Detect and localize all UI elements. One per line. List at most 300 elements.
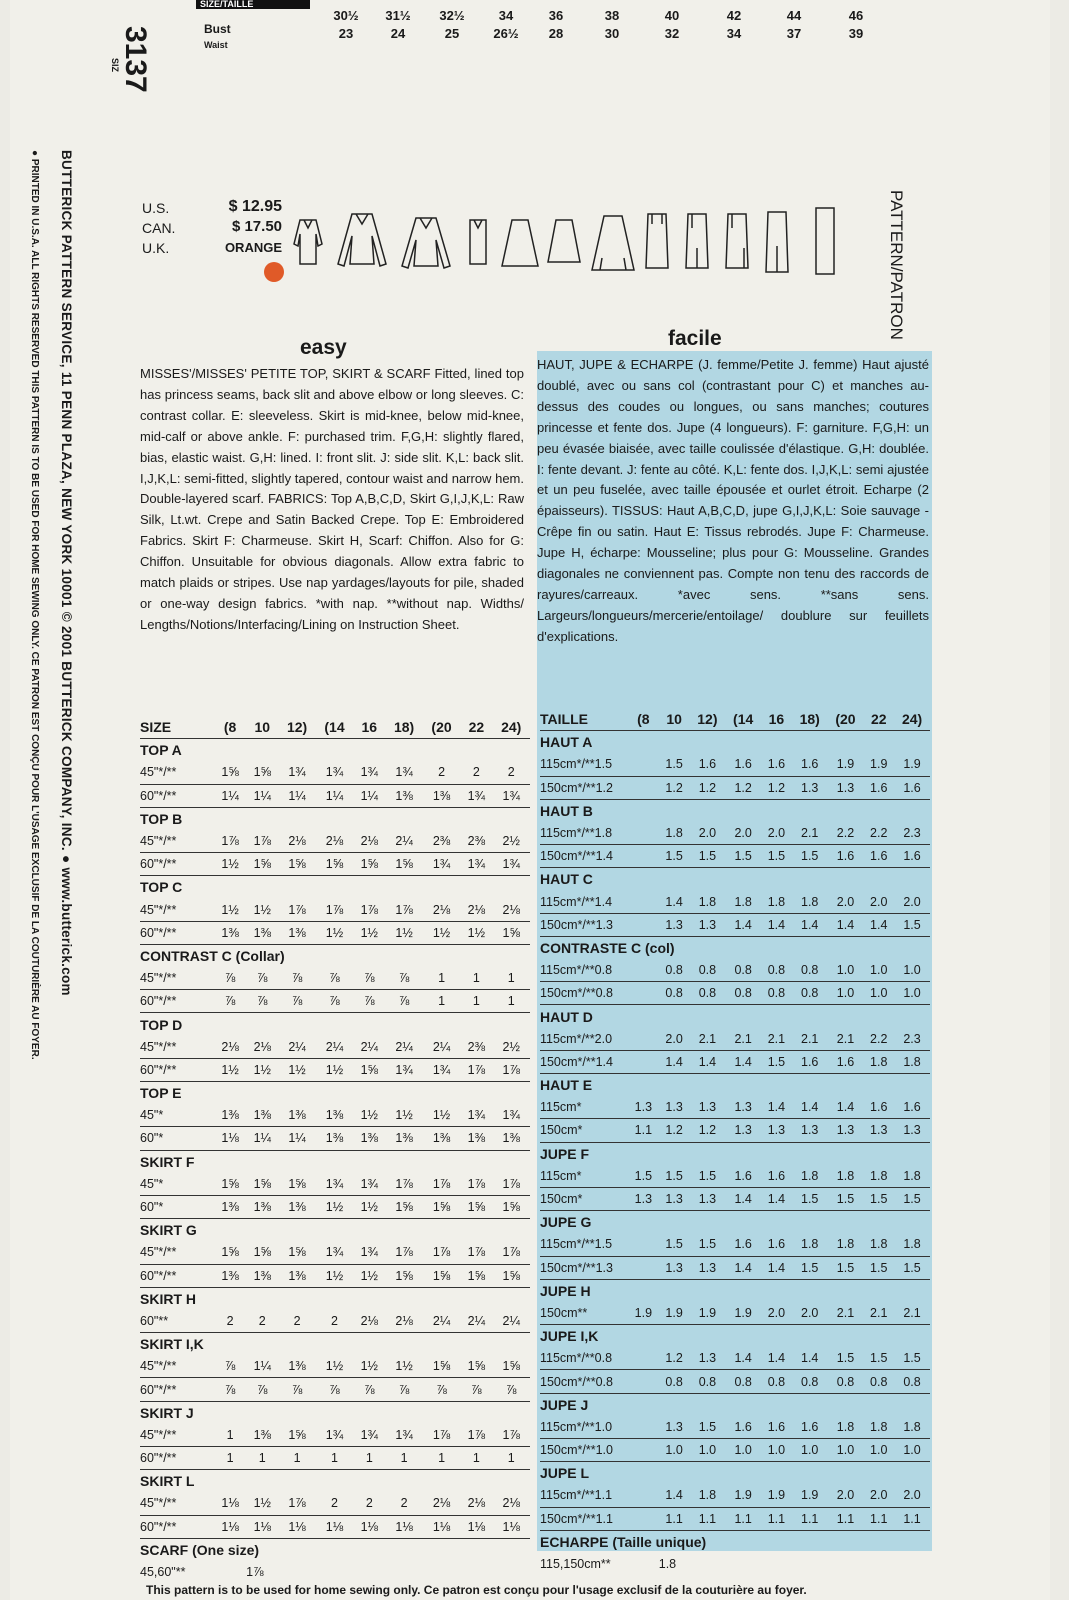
yardage-cell: 1.0 — [863, 959, 894, 982]
yardage-cell: 1⅝ — [246, 761, 278, 784]
table-row — [140, 990, 530, 1013]
yardage-cell: 1½ — [460, 921, 492, 944]
yardage-cell: 1.6 — [894, 845, 930, 868]
yardage-cell: 1.3 — [828, 1119, 864, 1142]
yardage-cell: 1.3 — [690, 913, 726, 936]
garment-name: JUPE J — [540, 1396, 589, 1413]
pattern-number — [110, 20, 172, 93]
yardage-cell: 1.6 — [828, 845, 864, 868]
yardage-cell: 1¼ — [246, 1355, 278, 1378]
yardage-table-french — [540, 708, 930, 1575]
yardage-cell: 1.8 — [792, 1233, 828, 1256]
yardage-cell: 1.6 — [725, 753, 761, 776]
fabric-width-cell: 150cm*/**1.4 — [540, 1050, 659, 1073]
yardage-cell: 1.6 — [690, 753, 726, 776]
facile-heading: facile — [668, 327, 722, 350]
yardage-cell: 1.3 — [863, 1119, 894, 1142]
fabric-width-cell: 60"* — [140, 1127, 214, 1150]
yardage-cell: 1¼ — [353, 784, 385, 807]
yardage-cell: 1⅜ — [214, 1264, 246, 1287]
yardage-cell: 1.3 — [659, 1416, 690, 1439]
column-header: TAILLE — [540, 708, 628, 731]
yardage-cell: 1⅞ — [423, 1173, 460, 1196]
table-row — [140, 1173, 530, 1196]
yardage-cell: 1.8 — [894, 1233, 930, 1256]
yardage-cell: 2¼ — [423, 1036, 460, 1059]
yardage-cell: 2.1 — [894, 1302, 930, 1325]
garment-name: JUPE L — [540, 1465, 590, 1482]
empty-cell — [690, 1553, 931, 1575]
yardage-cell: 1.5 — [863, 1187, 894, 1210]
pattern-code: 3137 — [119, 26, 152, 93]
yardage-cell: 1.4 — [725, 1187, 761, 1210]
top-sketch — [462, 214, 494, 274]
fabric-width-cell: 115cm*/**0.8 — [540, 1347, 659, 1370]
yardage-cell: 2⅛ — [353, 1310, 385, 1333]
yardage-cell: ⅞ — [278, 967, 315, 990]
yardage-cell: 1 — [492, 1447, 530, 1470]
garment-name: HAUT D — [540, 1008, 593, 1025]
yardage-cell: 2.2 — [828, 822, 864, 845]
garment-group-row — [540, 799, 930, 822]
fabric-width-cell: 150cm*/**1.3 — [540, 1256, 659, 1279]
yardage-cell: 1.2 — [725, 776, 761, 799]
column-header: 18) — [385, 716, 422, 739]
bust-value: 40 — [664, 8, 680, 23]
yardage-cell: 1⅜ — [214, 921, 246, 944]
garment-group-row — [140, 1287, 530, 1310]
yardage-cell: 1¼ — [246, 784, 278, 807]
yardage-cell: ⅞ — [214, 1355, 246, 1378]
price-country-uk: U.K. — [142, 240, 170, 256]
yardage-cell: 1 — [423, 990, 460, 1013]
yardage-cell: 0.8 — [792, 1370, 828, 1393]
yardage-cell: 2½ — [492, 830, 530, 853]
yardage-cell: 1⅝ — [385, 1264, 422, 1287]
yardage-cell: 0.8 — [690, 982, 726, 1005]
yardage-cell: 2.1 — [761, 1028, 792, 1051]
yardage-cell: ⅞ — [316, 967, 353, 990]
yardage-cell: 1⅛ — [278, 1515, 315, 1538]
yardage-cell: 1⅞ — [423, 1424, 460, 1447]
table-row — [140, 1447, 530, 1470]
yardage-cell: 1¾ — [278, 761, 315, 784]
yardage-cell: 1½ — [353, 921, 385, 944]
yardage-cell: 2⅛ — [278, 830, 315, 853]
yardage-cell: 1¾ — [492, 1104, 530, 1127]
yardage-cell: ⅞ — [316, 990, 353, 1013]
yardage-cell: 1.4 — [725, 1050, 761, 1073]
garment-group-row — [140, 1470, 530, 1493]
table-row — [140, 1424, 530, 1447]
yardage-cell: 1⅜ — [423, 784, 460, 807]
yardage-cell: 1.4 — [659, 891, 690, 914]
yardage-cell: 1.8 — [863, 1050, 894, 1073]
yardage-cell: 1¼ — [278, 784, 315, 807]
table-row — [540, 1347, 930, 1370]
waist-label: Waist — [204, 40, 228, 50]
column-header: 22 — [460, 716, 492, 739]
yardage-cell: 1.8 — [863, 1416, 894, 1439]
yardage-cell: 1.6 — [761, 1165, 792, 1188]
yardage-cell: 2.0 — [690, 822, 726, 845]
yardage-cell: 1.0 — [894, 959, 930, 982]
yardage-cell: 1½ — [316, 1264, 353, 1287]
yardage-cell: 2⅛ — [460, 1492, 492, 1515]
yardage-cell: 2⅛ — [423, 899, 460, 922]
yardage-table-english — [140, 716, 530, 1583]
skirt-sketch — [722, 208, 752, 274]
yardage-cell: 1.0 — [761, 1439, 792, 1462]
table-row — [540, 1256, 930, 1279]
fabric-width-cell: 115cm*/**1.4 — [540, 891, 659, 914]
yardage-cell: 1.4 — [690, 1050, 726, 1073]
yardage-cell: 1.8 — [690, 1484, 726, 1507]
garment-group-row — [540, 868, 930, 891]
yardage-cell: 1.8 — [761, 891, 792, 914]
waist-value: 34 — [726, 26, 742, 41]
table-row — [540, 1302, 930, 1325]
column-header: 10 — [246, 716, 278, 739]
table-row — [540, 1165, 930, 1188]
waist-value: 37 — [786, 26, 802, 41]
yardage-cell: 1.1 — [863, 1507, 894, 1530]
yardage-cell: 1½ — [316, 1195, 353, 1218]
yardage-cell: 1⅜ — [423, 1127, 460, 1150]
garment-sketches — [290, 200, 890, 280]
yardage-cell: 1⅜ — [246, 921, 278, 944]
yardage-cell: 1⅞ — [278, 899, 315, 922]
table-row — [540, 1028, 930, 1051]
yardage-cell: 1¼ — [278, 1127, 315, 1150]
waist-value: 30 — [604, 26, 620, 41]
price-amount-can: $ 17.50 — [231, 218, 282, 235]
yardage-cell: 1.8 — [828, 1165, 864, 1188]
garment-name: JUPE F — [540, 1145, 590, 1162]
yardage-cell: 2.0 — [894, 1484, 930, 1507]
table-row — [140, 1310, 530, 1333]
yardage-cell: 1.0 — [725, 1439, 761, 1462]
yardage-cell: 1.6 — [792, 753, 828, 776]
yardage-cell: 0.8 — [725, 959, 761, 982]
garment-group-row — [140, 876, 530, 899]
publisher-address: BUTTERICK PATTERN SERVICE, 11 PENN PLAZA, NEW YORK 10001 © 2001 BUTTERICK COMPANY, INC. ● www.butterick.com — [59, 150, 74, 996]
yardage-cell: 1.3 — [659, 1187, 690, 1210]
yardage-cell: 1.5 — [761, 845, 792, 868]
yardage-cell: 2⅛ — [353, 830, 385, 853]
yardage-cell: 1.4 — [792, 1347, 828, 1370]
yardage-cell: 1⅝ — [278, 1241, 315, 1264]
yardage-cell: 1.1 — [725, 1507, 761, 1530]
yardage-cell: 1⅞ — [353, 899, 385, 922]
column-header: 18) — [792, 708, 828, 731]
yardage-cell: 1.8 — [828, 1416, 864, 1439]
yardage-cell: 1 — [385, 1447, 422, 1470]
table-header-row — [540, 708, 930, 731]
yardage-cell: 1.8 — [894, 1416, 930, 1439]
yardage-cell: 1⅜ — [385, 1127, 422, 1150]
price-country-us: U.S. — [142, 200, 170, 216]
yardage-cell: 1½ — [278, 1058, 315, 1081]
column-header: 10 — [659, 708, 690, 731]
yardage-cell: 1.0 — [828, 982, 864, 1005]
scarf-sketch — [810, 204, 840, 278]
yardage-cell: 2⅜ — [423, 830, 460, 853]
yardage-cell: 1.3 — [792, 1119, 828, 1142]
yardage-cell: 1.4 — [863, 913, 894, 936]
fabric-width-cell: 115cm* — [540, 1096, 628, 1119]
yardage-cell: 1.2 — [690, 1119, 726, 1142]
yardage-cell: 1½ — [353, 1195, 385, 1218]
column-header: 22 — [863, 708, 894, 731]
skirt-sketch — [544, 214, 584, 274]
yardage-cell: 1⅞ — [385, 899, 422, 922]
garment-name: TOP E — [140, 1085, 182, 1102]
yardage-cell: 2.1 — [792, 822, 828, 845]
table-row — [140, 1058, 530, 1081]
yardage-cell: 1.3 — [828, 776, 864, 799]
yardage-cell: 1.6 — [792, 1416, 828, 1439]
yardage-cell: 1⅛ — [214, 1515, 246, 1538]
table-row — [540, 891, 930, 914]
yardage-cell: 2⅜ — [460, 830, 492, 853]
yardage-cell: 1.4 — [725, 1256, 761, 1279]
yardage-cell: ⅞ — [246, 967, 278, 990]
yardage-cell: 2.3 — [894, 822, 930, 845]
fabric-width-cell: 150cm* — [540, 1119, 628, 1142]
yardage-cell: ⅞ — [385, 967, 422, 990]
yardage-cell: 0.8 — [863, 1370, 894, 1393]
yardage-cell: 1½ — [353, 1104, 385, 1127]
garment-group-row — [140, 1401, 530, 1424]
table-row — [540, 845, 930, 868]
fabric-width-cell: 45"*/** — [140, 1355, 214, 1378]
scarf-row — [140, 1561, 530, 1583]
yardage-cell: 1⅞ — [460, 1058, 492, 1081]
yardage-cell: 2⅛ — [246, 1036, 278, 1059]
yardage-cell: 2⅛ — [385, 1310, 422, 1333]
yardage-cell: 2.0 — [761, 822, 792, 845]
table-row — [140, 761, 530, 784]
yardage-cell: 1⅜ — [278, 1195, 315, 1218]
yardage-cell: 0.8 — [725, 1370, 761, 1393]
yardage-cell: 1⅛ — [423, 1515, 460, 1538]
yardage-cell: 1.3 — [659, 1096, 690, 1119]
yardage-cell: 1.1 — [828, 1507, 864, 1530]
pattern-patron-label: PATTERN/PATRON — [887, 190, 906, 340]
yardage-cell: 1⅝ — [278, 1424, 315, 1447]
yardage-cell: 2 — [316, 1310, 353, 1333]
table-row — [140, 1195, 530, 1218]
yardage-cell: 1⅜ — [316, 1127, 353, 1150]
garment-name: TOP D — [140, 1016, 183, 1033]
yardage-cell: 1.3 — [690, 1347, 726, 1370]
fabric-width-cell: 150cm*/**1.3 — [540, 913, 659, 936]
yardage-cell: 1½ — [246, 1058, 278, 1081]
yardage-cell: 2 — [460, 761, 492, 784]
yardage-cell: 1.5 — [828, 1347, 864, 1370]
yardage-cell: 1.6 — [761, 1416, 792, 1439]
fabric-width-cell: 115cm* — [540, 1165, 628, 1188]
price-amount-us: $ 12.95 — [228, 198, 282, 215]
description-french: HAUT, JUPE & ECHARPE (J. femme/Petite J. femme) Haut ajusté doublé, avec ou sans col (contrastant pour C) et manches au-dessus des coudes ou longues, ou sans manches; coutures princesse et fente dos. Jupe (4 longueurs). F: garniture. F,G,H: un peu évasée biaisée, avec taille coulissée d'élastique. G,H: doublée. I: fente devant. J: fente au côté. K,L: fente dos. I,J,K,L: semi ajustée et un peu fuselée, avec taille épousée et ourlet étroit. Echarpe (2 épaisseurs). TISSUS: Haut A,B,C,D, jupe G,I,J,K,L: Soie sauvage - Crêpe fin ou satin. Haut E: Tissus rebrodés. Jupe F: Charmeuse. Jupe H, écharpe: Mousseline; plus pour G: Mousseline. Grandes diagonales ne conviennent pas. Compte non tenu des raccords de rayures/carreaux. *avec sens. **sans sens. Largeurs/longueurs/mercerie/entoilage/ doublure sur feuillets d'explications. — [537, 357, 929, 644]
yardage-cell: 1¼ — [214, 784, 246, 807]
yardage-cell: 1.8 — [863, 1233, 894, 1256]
bust-value: 44 — [786, 8, 802, 23]
yardage-cell: 1⅛ — [492, 1515, 530, 1538]
yardage-cell: 2 — [423, 761, 460, 784]
fabric-width-cell: 45"* — [140, 1173, 214, 1196]
yardage-cell: 1.6 — [863, 1096, 894, 1119]
table-row — [140, 1104, 530, 1127]
yardage-cell: 1.0 — [828, 959, 864, 982]
yardage-cell: 1¾ — [353, 1241, 385, 1264]
yardage-cell: 1.3 — [659, 1256, 690, 1279]
yardage-cell: 1.3 — [725, 1119, 761, 1142]
yardage-cell: 1½ — [353, 1355, 385, 1378]
description-english: MISSES'/MISSES' PETITE TOP, SKIRT & SCARF Fitted, lined top has princess seams, back slit and above elbow or long sleeves. C: contrast collar. E: sleeveless. Skirt is mid-knee, below mid-knee, mid-calf or above ankle. F: purchased trim. F,G,H: slightly flared, bias, elastic waist. G,H: lined. I: front slit. J: side slit. K,L: back slit. I,J,K,L: semi-fitted, slightly tapered, contour waist and narrow hem. Double-layered scarf. FABRICS: Top A,B,C,D, Skirt G,I,J,K,L: Raw Silk, Lt.wt. Crepe and Satin Backed Crepe. Top E: Embroidered Fabrics. Skirt F: Charmeuse. Skirt H, Scarf: Chiffon. Also for G: Chiffon. Unsuitable for obvious diagonals. Allow extra fabric to match plaids or stripes. Use nap yardages/layouts for pile, shaded or one-way design fabrics. *with nap. **without nap. Widths/ Lengths/Notions/Interfacing/Lining on Instruction Sheet. — [140, 366, 524, 632]
garment-group-row — [140, 1333, 530, 1356]
yardage-cell: 1.3 — [761, 1119, 792, 1142]
fabric-width-cell: 150cm*/**1.4 — [540, 845, 659, 868]
yardage-cell: ⅞ — [423, 1378, 460, 1401]
garment-group-row — [140, 1150, 530, 1173]
yardage-cell: 1⅜ — [353, 1127, 385, 1150]
yardage-cell: 1.3 — [690, 1096, 726, 1119]
yardage-cell: 1¾ — [316, 1173, 353, 1196]
yardage-cell: 1.4 — [792, 913, 828, 936]
yardage-cell: 1⅝ — [246, 1173, 278, 1196]
price-country-can: CAN. — [142, 220, 176, 236]
fabric-width-cell: 115cm*/**1.5 — [540, 1233, 659, 1256]
yardage-cell: 2.1 — [792, 1028, 828, 1051]
skirt-sketch — [682, 208, 712, 274]
yardage-cell: 1⅞ — [492, 1173, 530, 1196]
yardage-cell: 1.3 — [690, 1256, 726, 1279]
yardage-cell: 2 — [246, 1310, 278, 1333]
yardage-cell: 1⅜ — [316, 1104, 353, 1127]
yardage-cell: 1.9 — [894, 753, 930, 776]
fabric-width-cell: 60"*/** — [140, 921, 214, 944]
yardage-cell: 1 — [460, 990, 492, 1013]
table-row — [540, 982, 930, 1005]
fabric-width-cell: 45"* — [140, 1104, 214, 1127]
yardage-cell: 1⅛ — [316, 1515, 353, 1538]
table-row — [140, 1036, 530, 1059]
yardage-cell: 1⅝ — [492, 921, 530, 944]
yardage-cell: 1.0 — [863, 1439, 894, 1462]
yardage-cell: 1¾ — [460, 784, 492, 807]
yardage-cell: 2.0 — [725, 822, 761, 845]
column-header: 24) — [894, 708, 930, 731]
fabric-width-cell: 115cm*/**1.5 — [540, 753, 659, 776]
price-amount-uk: ORANGE — [224, 240, 282, 255]
bust-value: 31½ — [385, 8, 411, 23]
yardage-cell: 1.9 — [690, 1302, 726, 1325]
yardage-cell: 1.8 — [792, 891, 828, 914]
yardage-cell: 1.8 — [725, 891, 761, 914]
fabric-width-cell: 115,150cm** — [540, 1557, 611, 1572]
garment-group-row — [540, 1393, 930, 1416]
yardage-cell: 1⅛ — [214, 1492, 246, 1515]
yardage-cell: 1.4 — [761, 1096, 792, 1119]
top-sketch — [290, 214, 326, 276]
table-row — [140, 967, 530, 990]
column-header: (20 — [423, 716, 460, 739]
yardage-cell: 1 — [492, 967, 530, 990]
yardage-cell: 1.2 — [659, 776, 690, 799]
table-row — [140, 1492, 530, 1515]
yardage-cell: 1⅜ — [214, 1195, 246, 1218]
yardage-cell: 1¼ — [316, 784, 353, 807]
garment-group-row — [540, 1142, 930, 1165]
table-row — [540, 1484, 930, 1507]
yardage-cell: 1⅞ — [278, 1492, 315, 1515]
yardage-cell: 0.8 — [659, 1370, 690, 1393]
yardage-cell: 1.4 — [659, 1484, 690, 1507]
yardage-cell: 2.1 — [828, 1028, 864, 1051]
garment-name: HAUT E — [540, 1077, 593, 1094]
yardage-cell: 1.5 — [628, 1165, 659, 1188]
yardage-cell: ⅞ — [214, 990, 246, 1013]
fabric-width-cell: 150cm*/**1.1 — [540, 1507, 659, 1530]
yardage-cell: 1.5 — [690, 845, 726, 868]
top-sketch — [334, 206, 390, 276]
yardage-cell: 0.8 — [659, 959, 690, 982]
yardage-cell: 1½ — [353, 1264, 385, 1287]
yardage-cell: 1.1 — [659, 1507, 690, 1530]
yardage-cell: 1 — [423, 967, 460, 990]
yardage-cell: ⅞ — [353, 1378, 385, 1401]
yardage-cell: 1⅞ — [492, 1424, 530, 1447]
yardage-cell: 1.5 — [659, 845, 690, 868]
yardage-cell: 1¾ — [423, 853, 460, 876]
yardage-cell: 2.2 — [863, 1028, 894, 1051]
yardage-cell: 1.2 — [659, 1119, 690, 1142]
table-row — [140, 853, 530, 876]
yardage-cell: 2.1 — [690, 1028, 726, 1051]
garment-name: HAUT A — [540, 734, 593, 751]
yardage-cell: 1.6 — [863, 845, 894, 868]
garment-group-row — [540, 936, 930, 959]
fabric-width-cell: 45"*/** — [140, 899, 214, 922]
table-row — [540, 753, 930, 776]
fabric-width-cell: 45"*/** — [140, 1241, 214, 1264]
table-row — [540, 1187, 930, 1210]
yardage-cell: 2.0 — [828, 1484, 864, 1507]
yardage-cell: 1⅝ — [492, 1195, 530, 1218]
bust-value: 46 — [848, 8, 864, 23]
table-header-row — [140, 716, 530, 739]
fabric-width-cell: 60"*/** — [140, 1264, 214, 1287]
yardage-cell: 1.6 — [863, 776, 894, 799]
yardage-cell: 1.0 — [894, 1439, 930, 1462]
bust-value: 32½ — [439, 8, 465, 23]
garment-name: JUPE G — [540, 1214, 592, 1231]
column-header: 12) — [690, 708, 726, 731]
fabric-width-cell: 60"** — [140, 1310, 214, 1333]
yardage-cell: 1⅝ — [214, 1241, 246, 1264]
yardage-cell: 1⅜ — [278, 1264, 315, 1287]
yardage-cell: 0.8 — [792, 959, 828, 982]
yardage-cell: ⅞ — [214, 1378, 246, 1401]
garment-name: TOP C — [140, 879, 183, 896]
table-row — [540, 1370, 930, 1393]
yardage-cell: 1½ — [316, 921, 353, 944]
waist-value: 25 — [444, 26, 460, 41]
yardage-cell: 1⅞ — [385, 1173, 422, 1196]
yardage-cell: 2.0 — [894, 891, 930, 914]
